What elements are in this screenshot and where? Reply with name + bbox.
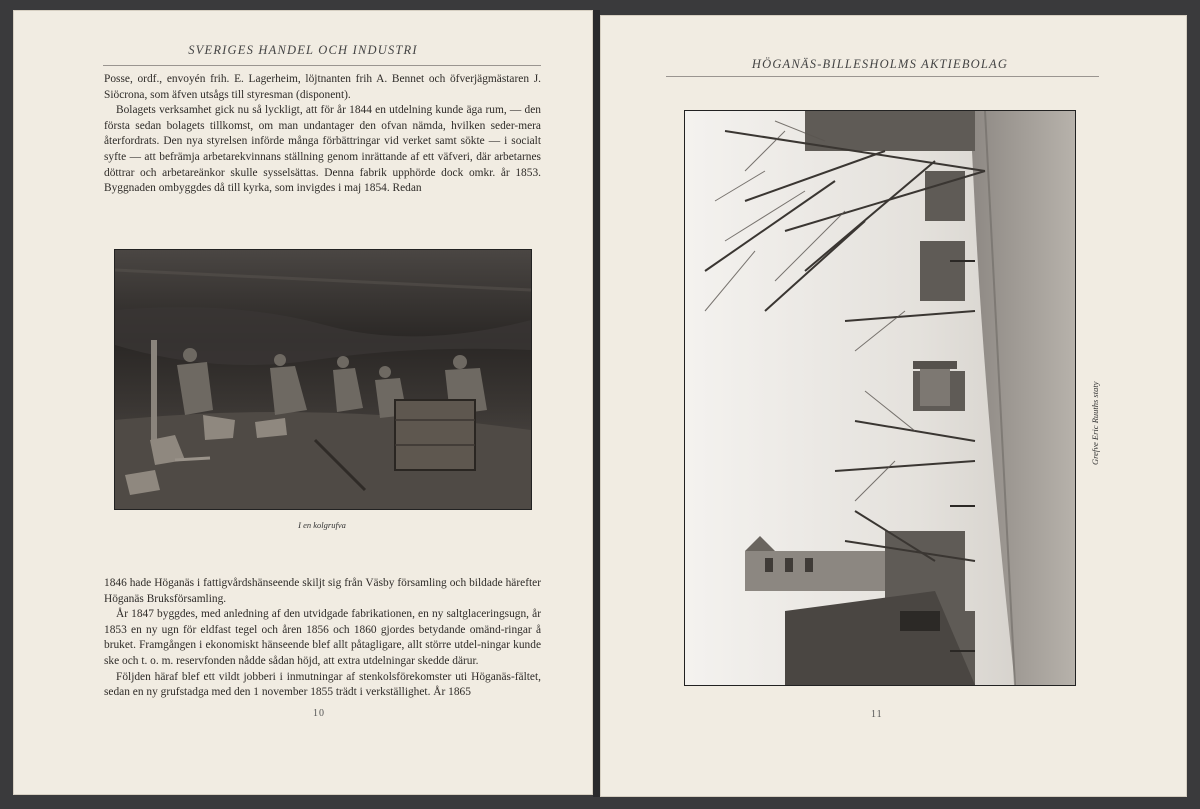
statue-caption: Grefve Eric Ruuths staty — [1090, 381, 1100, 465]
header-rule-left — [103, 65, 541, 66]
book-gutter — [593, 10, 600, 797]
coal-mine-photo — [114, 249, 532, 510]
page-number-left: 10 — [313, 708, 325, 719]
running-head-left: SVERIGES HANDEL OCH INDUSTRI — [188, 43, 418, 57]
paragraph: Posse, ordf., envoyén frih. E. Lagerheim, löjtnanten frih A. Bennet och öfverjägmästaren J. Siöcrona, som äfven utsågs till styresman (disponent). — [104, 73, 541, 101]
paragraph: År 1847 byggdes, med anledning af den utvidgade fabrikationen, en ny saltglaceringsugn, år 1853 en ny ugn för eldfast tegel och åren 1856 och 1860 gjordes betydande omänd-ringar å bruket. Framgången i ekonomiskt hänseende blef allt påtagligare, allt större utdel-ningar kunde ske och t. o. m. reservfonden nådde sådan höjd, att extra utdelningar skedde därur. — [104, 608, 541, 667]
header-rule-right — [666, 76, 1099, 77]
page-number-right: 11 — [871, 709, 883, 720]
left-page — [13, 10, 593, 795]
paragraph: Följden häraf blef ett vildt jobberi i inmutningar af stenkolsförekomster uti Höganäs-fältet, sedan en ny grufstadga med den 1 november 1855 trädt i verkställighet. År 1865 — [104, 670, 541, 699]
paragraph: Bolagets verksamhet gick nu så lyckligt, att för år 1844 en utdelning kunde äga rum, — den första sedan bolagets tillkomst, om man undantager den ofvan nämda, hvilken seder-mera återfordrats. Den nya styrelsen införde många förbättringar vid verket samt sökte — i socialt syfte — att befrämja arbetarekvinnans ställning genom inrättande af ett väfveri, där arbetarnes döttrar och arbetareänkor skulle sysselsättas. Denna fabrik upphörde dock omkr. år 1853. Byggnaden ombyggdes då till kyrka, som invigdes i maj 1854. Redan — [104, 104, 541, 195]
top-text-block — [104, 72, 541, 197]
statue-street-photo — [684, 110, 1076, 686]
right-page — [600, 15, 1187, 797]
coal-mine-caption: I en kolgrufva — [298, 520, 346, 530]
running-head-right: HÖGANÄS-BILLESHOLMS AKTIEBOLAG — [751, 57, 1009, 71]
bottom-text-block — [104, 576, 541, 701]
paragraph: 1846 hade Höganäs i fattigvårdshänseende skiljt sig från Väsby församling och bildade härefter Höganäs Bruksförsamling. — [104, 577, 541, 605]
